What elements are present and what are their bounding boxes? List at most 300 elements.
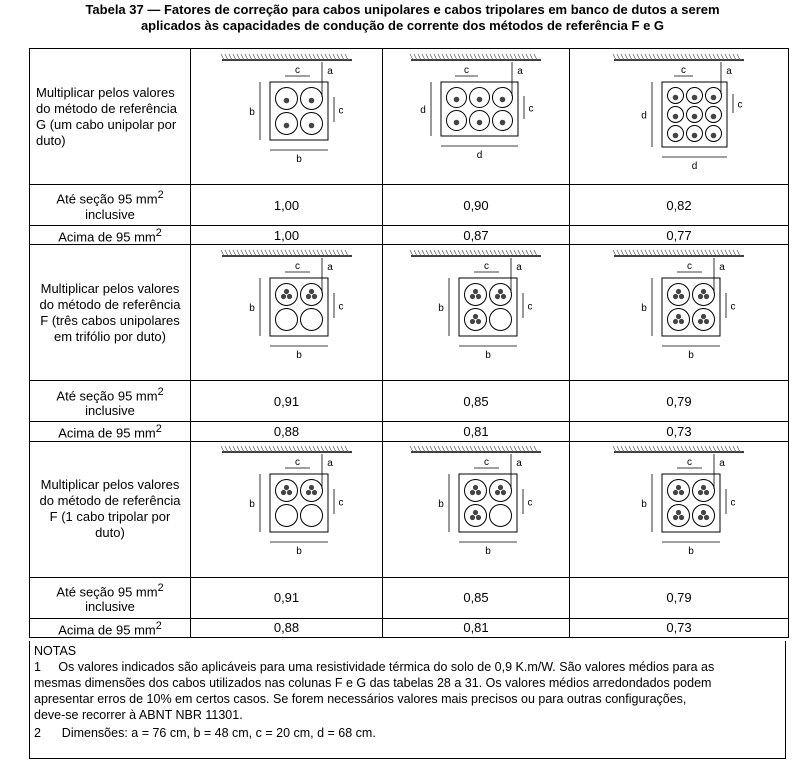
ground-hatch xyxy=(701,250,704,256)
ground-hatch xyxy=(693,446,696,452)
cable-core xyxy=(711,94,717,100)
dimension-label: c xyxy=(294,260,300,272)
cable-core xyxy=(280,490,285,495)
duct-circle xyxy=(465,480,487,502)
ground-hatch xyxy=(653,446,656,452)
ground-hatch xyxy=(645,54,648,60)
ground-hatch xyxy=(729,250,732,256)
cable-core xyxy=(701,510,706,515)
ground-hatch xyxy=(737,250,740,256)
ground-hatch xyxy=(345,446,348,452)
dimension-label: c xyxy=(484,457,489,469)
ground-hatch xyxy=(526,54,529,60)
duct-circle xyxy=(490,308,512,330)
cable-core xyxy=(495,294,500,299)
ground-hatch xyxy=(301,250,304,256)
cable-core xyxy=(283,289,288,294)
dimension-label: b xyxy=(295,153,302,165)
cable-core xyxy=(473,314,478,319)
ground-hatch xyxy=(725,54,728,60)
ground-hatch xyxy=(430,54,433,60)
value-cell: 0,90 xyxy=(383,185,570,226)
ground-hatch xyxy=(305,54,308,60)
ground-hatch xyxy=(321,446,324,452)
duct-circle xyxy=(490,505,512,527)
ground-hatch xyxy=(721,446,724,452)
ground-hatch xyxy=(530,446,533,452)
cable-core xyxy=(673,515,678,520)
ground-hatch xyxy=(329,250,332,256)
ground-hatch xyxy=(733,250,736,256)
ground-hatch xyxy=(341,250,344,256)
duct-circle xyxy=(668,480,690,502)
ground-hatch xyxy=(657,54,660,60)
cable-core xyxy=(673,490,678,495)
cable-core xyxy=(470,515,475,520)
ground-hatch xyxy=(629,250,632,256)
value-cell: 0,79 xyxy=(570,381,789,422)
ground-hatch xyxy=(225,446,228,452)
ground-hatch xyxy=(261,250,264,256)
ground-hatch xyxy=(705,250,708,256)
ground-hatch xyxy=(221,54,224,60)
ground-hatch xyxy=(649,446,652,452)
cable-core xyxy=(679,319,684,324)
cable-core xyxy=(673,132,679,138)
ground-hatch xyxy=(729,446,732,452)
cable-core xyxy=(498,485,503,490)
duct-circle xyxy=(465,308,487,330)
dimension-label: c xyxy=(737,99,743,110)
ground-hatch xyxy=(317,446,320,452)
note-1-line-3: apresentar erros de 10% em certos casos. Se forem necessários valores mais precisos ou para outras configurações, xyxy=(34,692,687,706)
ground-hatch xyxy=(345,250,348,256)
row-label xyxy=(30,185,191,226)
section-2-row-above-95 xyxy=(30,422,789,441)
ground-hatch xyxy=(729,54,732,60)
dimension-label: c xyxy=(681,64,686,76)
ground-hatch xyxy=(633,54,636,60)
dimension-label: c xyxy=(687,260,692,272)
dimension-label: c xyxy=(338,497,343,509)
dimension-label: c xyxy=(687,457,692,469)
ground-hatch xyxy=(329,54,332,60)
superscript: 2 xyxy=(155,423,162,436)
cable-core xyxy=(673,294,678,299)
ground-hatch xyxy=(341,54,344,60)
diagram-tripolar-2 xyxy=(191,441,383,577)
ground-hatch xyxy=(725,446,728,452)
ground-hatch xyxy=(522,54,525,60)
value-cell: 0,73 xyxy=(570,618,789,637)
notes-box xyxy=(29,641,786,759)
ground-hatch xyxy=(637,54,640,60)
ground-hatch xyxy=(502,250,505,256)
cable-core xyxy=(698,490,703,495)
dimension-label: c xyxy=(527,497,533,509)
cable-core xyxy=(676,289,681,294)
cable-core xyxy=(308,97,314,103)
cable-core xyxy=(676,510,681,515)
ground-hatch xyxy=(633,250,636,256)
ground-hatch xyxy=(277,54,280,60)
ground-hatch xyxy=(677,250,680,256)
duct-circle xyxy=(275,505,297,527)
cable-core xyxy=(673,113,679,119)
diagram-tripolar-4 xyxy=(570,441,789,577)
cable-core xyxy=(477,96,483,102)
ground-hatch xyxy=(693,250,696,256)
ground-hatch xyxy=(514,446,517,452)
ground-hatch xyxy=(681,54,684,60)
ground-hatch xyxy=(458,250,461,256)
ground-hatch xyxy=(229,54,232,60)
cable-core xyxy=(501,490,506,495)
cable-core xyxy=(283,97,289,103)
cable-core xyxy=(673,94,679,100)
note-2 xyxy=(34,725,781,741)
ground-hatch xyxy=(530,250,533,256)
ground-hatch xyxy=(486,446,489,452)
cable-core xyxy=(701,289,706,294)
ground-hatch xyxy=(478,250,481,256)
ground-hatch xyxy=(438,54,441,60)
cable-core xyxy=(473,510,478,515)
ground-hatch xyxy=(309,250,312,256)
ground-hatch xyxy=(237,446,240,452)
ground-hatch xyxy=(269,446,272,452)
dimension-label: c xyxy=(338,301,343,313)
row-label-suffix: inclusive xyxy=(85,599,135,615)
cable-core xyxy=(698,294,703,299)
value-cell: 0,91 xyxy=(191,577,383,618)
duct-circle xyxy=(465,283,487,305)
row-label-suffix: inclusive xyxy=(85,402,135,418)
ground-hatch xyxy=(313,54,316,60)
ground-hatch xyxy=(285,54,288,60)
cable-core xyxy=(305,294,310,299)
dimension-label: b xyxy=(438,499,444,511)
ground-hatch xyxy=(430,250,433,256)
ground-hatch xyxy=(470,250,473,256)
cable-core xyxy=(495,490,500,495)
ground-hatch xyxy=(414,54,417,60)
ground-hatch xyxy=(313,250,316,256)
ground-hatch xyxy=(434,446,437,452)
ground-hatch xyxy=(269,54,272,60)
ground-hatch xyxy=(325,446,328,452)
duct-bank-diagram xyxy=(401,444,551,574)
cable-core xyxy=(676,485,681,490)
ground-hatch xyxy=(337,446,340,452)
dimension-label: b xyxy=(641,302,647,314)
ground-hatch xyxy=(733,54,736,60)
superscript: 2 xyxy=(157,385,164,398)
ground-hatch xyxy=(289,54,292,60)
section-1-diagram-row xyxy=(30,49,789,185)
section-3-row-above-95 xyxy=(30,618,789,637)
cable-core xyxy=(704,490,709,495)
ground-hatch xyxy=(709,54,712,60)
ground-hatch xyxy=(697,250,700,256)
ground-hatch xyxy=(693,54,696,60)
dimension-label: b xyxy=(248,302,255,314)
ground-hatch xyxy=(514,54,517,60)
dimension-label: b xyxy=(248,499,255,511)
section-2-diagram-row xyxy=(30,245,789,381)
ground-hatch xyxy=(414,446,417,452)
ground-hatch xyxy=(418,446,421,452)
cable-core xyxy=(454,96,460,102)
dimension-label: c xyxy=(730,301,736,313)
diagram-g-2x2 xyxy=(191,49,383,185)
ground-hatch xyxy=(325,250,328,256)
cable-core xyxy=(673,319,678,324)
ground-hatch xyxy=(526,446,529,452)
ground-hatch xyxy=(490,446,493,452)
cable-core xyxy=(692,132,698,138)
ground-hatch xyxy=(701,54,704,60)
ground-hatch xyxy=(685,54,688,60)
ground-hatch xyxy=(325,54,328,60)
ground-hatch xyxy=(645,250,648,256)
dimension-label: b xyxy=(688,546,694,558)
ground-hatch xyxy=(617,54,620,60)
cable-core xyxy=(500,96,506,102)
ground-hatch xyxy=(410,446,413,452)
ground-hatch xyxy=(713,54,716,60)
ground-hatch xyxy=(709,446,712,452)
duct-circle xyxy=(693,283,715,305)
ground-hatch xyxy=(237,54,240,60)
ground-hatch xyxy=(426,250,429,256)
ground-hatch xyxy=(289,446,292,452)
ground-hatch xyxy=(617,446,620,452)
ground-hatch xyxy=(261,446,264,452)
note-1-line-1: Os valores indicados são aplicáveis para uma resistividade térmica do solo de 0,9 K.m/W. São valores médios para as xyxy=(58,660,715,674)
cable-core xyxy=(470,294,475,299)
ground-hatch xyxy=(518,54,521,60)
ground-hatch xyxy=(737,446,740,452)
notes-heading: NOTAS xyxy=(34,644,77,658)
dimension-label: a xyxy=(516,261,522,273)
value-cell: 0,77 xyxy=(570,226,789,245)
ground-hatch xyxy=(482,250,485,256)
duct-circle xyxy=(693,505,715,527)
ground-hatch xyxy=(717,250,720,256)
ground-hatch xyxy=(705,446,708,452)
ground-hatch xyxy=(470,446,473,452)
section-2-label: Multiplicar pelos valores do método de referência F (três cabos unipolares em trifólio por duto) xyxy=(30,245,191,381)
ground-hatch xyxy=(641,54,644,60)
dimension-label: a xyxy=(326,458,333,470)
ground-hatch xyxy=(625,54,628,60)
cable-core xyxy=(711,113,717,119)
duct-circle xyxy=(300,308,322,330)
row-label xyxy=(30,577,191,618)
value-cell: 0,87 xyxy=(383,226,570,245)
ground-hatch xyxy=(265,54,268,60)
duct-circle xyxy=(300,283,322,305)
note-1-line-4: deve-se recorrer à ABNT NBR 11301. xyxy=(34,708,243,722)
ground-hatch xyxy=(474,54,477,60)
cable-core xyxy=(676,314,681,319)
ground-hatch xyxy=(466,446,469,452)
value-cell: 0,88 xyxy=(191,422,383,441)
dimension-label: c xyxy=(484,260,489,272)
cable-core xyxy=(679,515,684,520)
ground-hatch xyxy=(442,250,445,256)
ground-hatch xyxy=(649,250,652,256)
ground-hatch xyxy=(257,446,260,452)
ground-hatch xyxy=(309,54,312,60)
superscript: 2 xyxy=(157,581,164,594)
cable-core xyxy=(470,319,475,324)
value-cell: 0,79 xyxy=(570,577,789,618)
ground-hatch xyxy=(534,250,537,256)
ground-hatch xyxy=(510,250,513,256)
value-cell: 0,82 xyxy=(570,185,789,226)
ground-hatch xyxy=(713,446,716,452)
ground-hatch xyxy=(442,446,445,452)
row-label xyxy=(30,226,191,245)
ground-hatch xyxy=(669,446,672,452)
ground-hatch xyxy=(721,250,724,256)
section-1-label: Multiplicar pelos valores do método de referência G (um cabo unipolar por duto) xyxy=(30,49,191,185)
dimension-label: d xyxy=(641,110,647,121)
ground-hatch xyxy=(233,446,236,452)
ground-hatch xyxy=(285,250,288,256)
dimension-label: c xyxy=(294,64,300,76)
dimension-label: c xyxy=(527,301,533,313)
cable-core xyxy=(500,119,506,125)
row-label-text: Até seção 95 mm xyxy=(56,584,158,600)
ground-hatch xyxy=(725,250,728,256)
ground-hatch xyxy=(434,250,437,256)
ground-hatch xyxy=(313,446,316,452)
duct-circle xyxy=(490,480,512,502)
ground-hatch xyxy=(665,250,668,256)
ground-hatch xyxy=(309,446,312,452)
value-cell: 1,00 xyxy=(191,226,383,245)
section-3-label: Multiplicar pelos valores do método de referência F (1 cabo tripolar por duto) xyxy=(30,441,191,577)
ground-hatch xyxy=(721,54,724,60)
ground-hatch xyxy=(717,54,720,60)
ground-hatch xyxy=(454,446,457,452)
ground-hatch xyxy=(305,250,308,256)
note-2-text: Dimensões: a = 76 cm, b = 48 cm, c = 20 cm, d = 68 cm. xyxy=(61,726,376,740)
ground-hatch xyxy=(506,446,509,452)
ground-hatch xyxy=(498,54,501,60)
ground-hatch xyxy=(341,446,344,452)
ground-hatch xyxy=(337,250,340,256)
dimension-label: b xyxy=(485,349,491,361)
ground-hatch xyxy=(333,446,336,452)
ground-hatch xyxy=(697,54,700,60)
ground-hatch xyxy=(502,446,505,452)
cable-core xyxy=(473,485,478,490)
cable-core xyxy=(308,122,314,128)
superscript: 2 xyxy=(155,619,162,632)
ground-hatch xyxy=(245,250,248,256)
ground-hatch xyxy=(701,446,704,452)
ground-hatch xyxy=(510,54,513,60)
cable-core xyxy=(701,485,706,490)
ground-hatch xyxy=(689,446,692,452)
diagram-trefoil-3 xyxy=(383,245,570,381)
ground-hatch xyxy=(261,54,264,60)
cable-core xyxy=(286,490,291,495)
section-3-row-up-to-95 xyxy=(30,577,789,618)
cable-core xyxy=(280,294,285,299)
cable-core xyxy=(283,122,289,128)
duct-circle xyxy=(275,283,297,305)
ground-hatch xyxy=(321,250,324,256)
ground-hatch xyxy=(661,446,664,452)
diagram-trefoil-2 xyxy=(191,245,383,381)
ground-hatch xyxy=(269,250,272,256)
diagram-g-3x2 xyxy=(383,49,570,185)
duct-bank-diagram xyxy=(212,248,362,378)
ground-hatch xyxy=(522,250,525,256)
ground-hatch xyxy=(229,446,232,452)
ground-hatch xyxy=(669,250,672,256)
duct-circle xyxy=(275,480,297,502)
ground-hatch xyxy=(657,250,660,256)
diagram-tripolar-3 xyxy=(383,441,570,577)
value-cell: 0,85 xyxy=(383,381,570,422)
cable-core xyxy=(286,294,291,299)
row-label-suffix: inclusive xyxy=(85,206,135,222)
ground-hatch xyxy=(685,250,688,256)
ground-hatch xyxy=(462,446,465,452)
ground-hatch xyxy=(285,446,288,452)
ground-hatch xyxy=(689,54,692,60)
ground-hatch xyxy=(486,54,489,60)
ground-hatch xyxy=(621,54,624,60)
cable-core xyxy=(711,132,717,138)
ground-hatch xyxy=(418,54,421,60)
ground-hatch xyxy=(478,54,481,60)
ground-hatch xyxy=(657,446,660,452)
dimension-label: c xyxy=(528,103,534,114)
dimension-label: d xyxy=(420,104,426,116)
ground-hatch xyxy=(661,250,664,256)
ground-hatch xyxy=(225,250,228,256)
ground-hatch xyxy=(629,446,632,452)
ground-hatch xyxy=(625,250,628,256)
duct-circle xyxy=(300,505,322,527)
ground-hatch xyxy=(673,54,676,60)
ground-hatch xyxy=(498,250,501,256)
ground-hatch xyxy=(305,446,308,452)
duct-bank-diagram xyxy=(401,52,551,182)
ground-hatch xyxy=(422,54,425,60)
ground-hatch xyxy=(253,250,256,256)
ground-hatch xyxy=(625,446,628,452)
ground-hatch xyxy=(494,446,497,452)
ground-hatch xyxy=(418,250,421,256)
dimension-label: b xyxy=(295,349,302,361)
ground-hatch xyxy=(669,54,672,60)
ground-hatch xyxy=(293,54,296,60)
value-cell: 0,91 xyxy=(191,381,383,422)
ground-hatch xyxy=(494,250,497,256)
ground-hatch xyxy=(293,250,296,256)
dimension-label: a xyxy=(326,65,333,77)
ground-hatch xyxy=(466,250,469,256)
ground-hatch xyxy=(665,54,668,60)
